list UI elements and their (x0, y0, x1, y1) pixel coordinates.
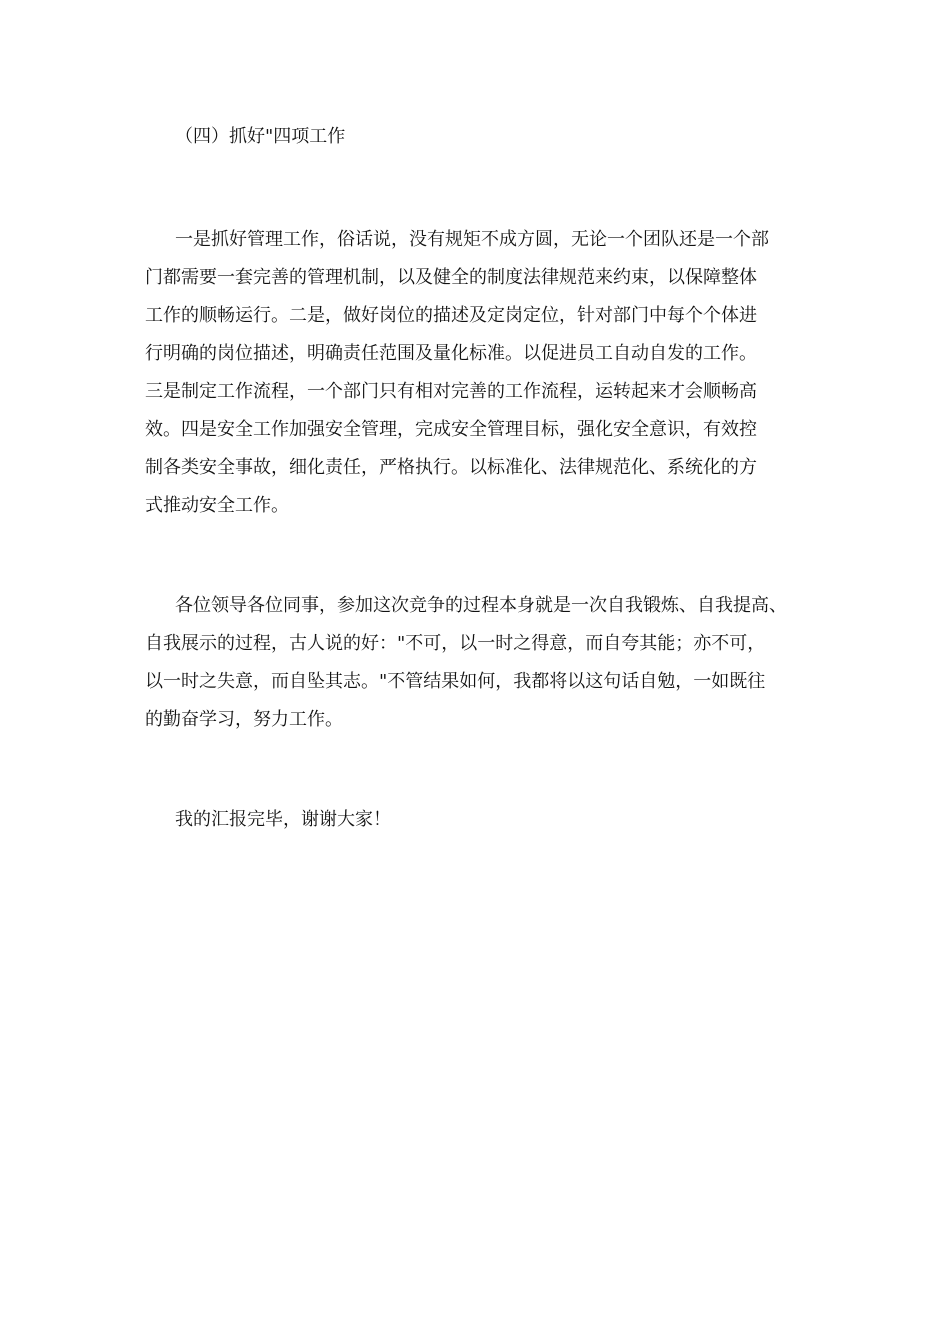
paragraph-line: 三是制定工作流程，一个部门只有相对完善的工作流程，运转起来才会顺畅高 (145, 381, 757, 402)
paragraph-line: 门都需要一套完善的管理机制，以及健全的制度法律规范来约束，以保障整体 (145, 267, 757, 288)
paragraph-line: 工作的顺畅运行。二是，做好岗位的描述及定岗定位，针对部门中每个个体进 (145, 305, 757, 326)
closing-text: 我的汇报完毕，谢谢大家！ (175, 809, 391, 830)
paragraph-line: 制各类安全事故，细化责任，严格执行。以标准化、法律规范化、系统化的方 (145, 457, 757, 478)
paragraph-line: 效。四是安全工作加强安全管理，完成安全管理目标，强化安全意识，有效控 (145, 419, 757, 440)
paragraph-line: 自我展示的过程，古人说的好："不可，以一时之得意，而自夸其能；亦不可， (145, 633, 766, 654)
paragraph-address (145, 587, 815, 739)
paragraph-line: 一是抓好管理工作，俗话说，没有规矩不成方圆，无论一个团队还是一个部 (175, 229, 769, 250)
paragraph-line: 式推动安全工作。 (145, 495, 289, 516)
paragraph-line: 行明确的岗位描述，明确责任范围及量化标准。以促进员工自动自发的工作。 (145, 343, 757, 364)
paragraph-four-tasks (145, 221, 815, 525)
closing-remark (145, 801, 845, 839)
paragraph-line: 的勤奋学习，努力工作。 (145, 709, 343, 730)
paragraph-line: 以一时之失意，而自坠其志。"不管结果如何，我都将以这句话自勉，一如既往 (145, 671, 766, 692)
paragraph-line: 各位领导各位同事，参加这次竞争的过程本身就是一次自我锻炼、自我提高、 (175, 595, 787, 616)
heading-text: （四）抓好"四项工作 (175, 126, 346, 147)
section-heading (145, 118, 845, 156)
